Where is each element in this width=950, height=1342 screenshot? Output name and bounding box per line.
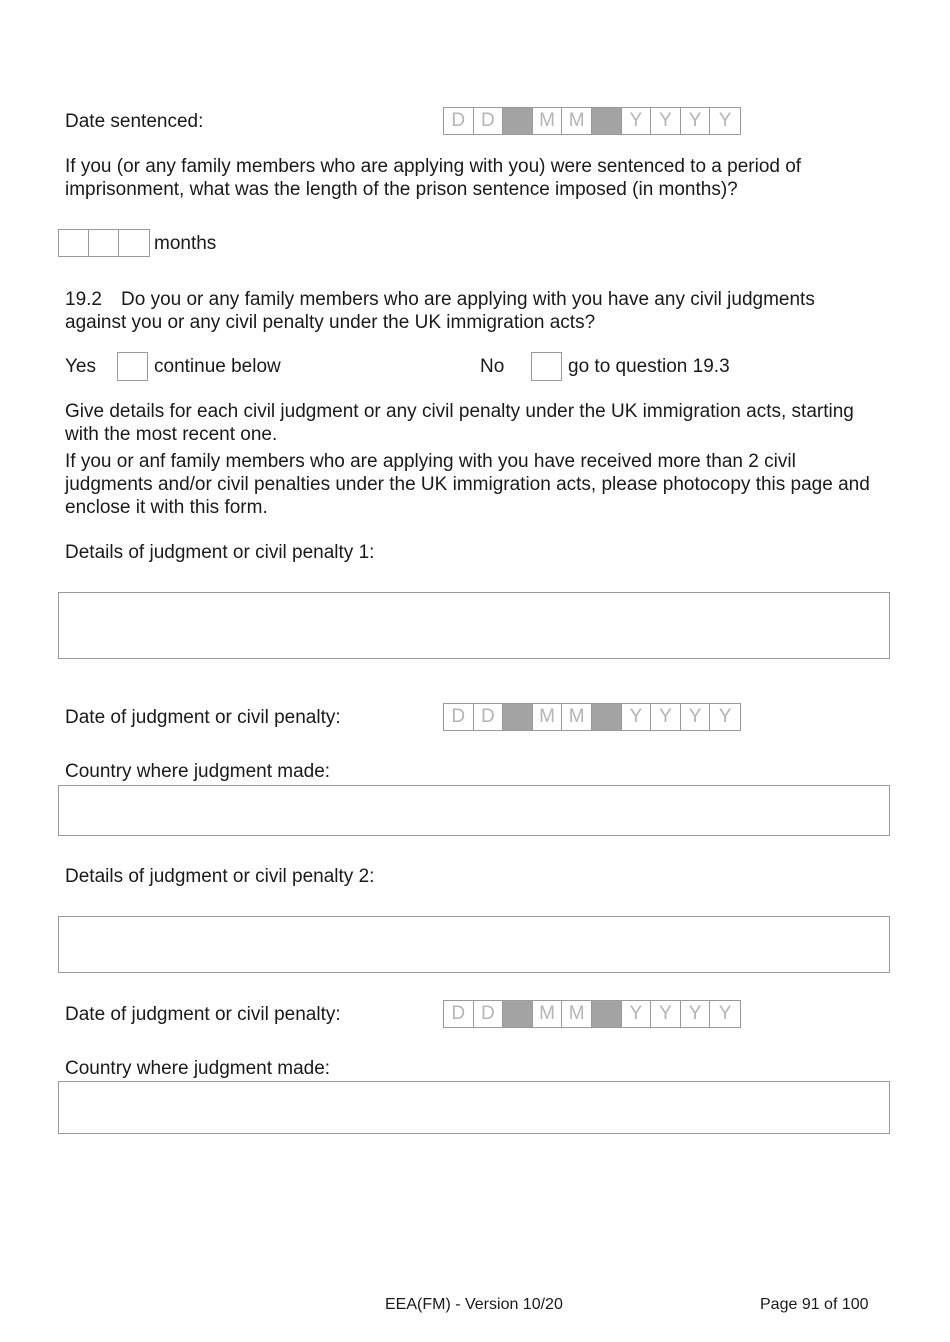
date-separator xyxy=(592,704,622,730)
penalty-1-date-label: Date of judgment or civil penalty: xyxy=(65,707,341,728)
date-cell-year-3[interactable]: Y xyxy=(681,108,711,134)
prison-sentence-question: If you (or any family members who are applying with you) were sentenced to a period of imprisonment, what was the length of the prison sentence imposed (in months)? xyxy=(65,156,802,200)
date-cell-year-1[interactable]: Y xyxy=(622,1001,652,1027)
penalty-2-details-label: Details of judgment or civil penalty 2: xyxy=(65,866,375,887)
no-label: No xyxy=(480,356,505,377)
footer-version: EEA(FM) - Version 10/20 xyxy=(385,1296,563,1313)
penalty-1-details-field[interactable] xyxy=(58,592,890,659)
no-hint: go to question 19.3 xyxy=(568,356,730,377)
date-cell-year-1[interactable]: Y xyxy=(622,108,652,134)
penalty-1-details-label: Details of judgment or civil penalty 1: xyxy=(65,542,375,563)
instructions-paragraph-2: If you or anf family members who are applying with you have received more than 2 civil judgments and/or civil penalties under the UK immigration acts, please photocopy this page and enclose it with this form. xyxy=(65,451,870,518)
date-sentenced-input[interactable] xyxy=(443,107,741,135)
date-separator xyxy=(592,108,622,134)
yes-checkbox[interactable] xyxy=(117,352,148,381)
months-cell[interactable] xyxy=(59,230,89,256)
date-cell-month-2[interactable]: M xyxy=(562,1001,592,1027)
date-cell-month-1[interactable]: M xyxy=(533,1001,563,1027)
question-number: 19.2 xyxy=(65,289,102,310)
date-cell-year-2[interactable]: Y xyxy=(651,704,681,730)
date-cell-day-2[interactable]: D xyxy=(474,108,504,134)
date-cell-year-3[interactable]: Y xyxy=(681,1001,711,1027)
footer-page-number: Page 91 of 100 xyxy=(760,1296,869,1313)
date-cell-day-2[interactable]: D xyxy=(474,1001,504,1027)
question-19-2-text: Do you or any family members who are applying with you have any civil judgments against you or any civil penalty under the UK immigration acts? xyxy=(65,289,815,333)
yes-hint: continue below xyxy=(154,356,281,377)
date-cell-day-1[interactable]: D xyxy=(444,704,474,730)
date-separator xyxy=(503,108,533,134)
months-label: months xyxy=(154,233,217,254)
months-input[interactable] xyxy=(58,229,150,257)
date-sentenced-label: Date sentenced: xyxy=(65,111,204,132)
date-cell-month-1[interactable]: M xyxy=(533,108,563,134)
instructions-paragraph-1: Give details for each civil judgment or any civil penalty under the UK immigration acts, starting with the most recent one. xyxy=(65,401,854,445)
date-cell-year-4[interactable]: Y xyxy=(718,706,732,727)
date-cell-year-4[interactable]: Y xyxy=(718,110,732,131)
penalty-1-date-input[interactable] xyxy=(443,703,741,731)
penalty-1-country-field[interactable] xyxy=(58,785,890,836)
date-separator xyxy=(503,704,533,730)
date-cell-month-2[interactable]: M xyxy=(562,108,592,134)
months-cell[interactable] xyxy=(89,230,119,256)
date-cell-year-4[interactable]: Y xyxy=(718,1003,732,1024)
date-separator xyxy=(592,1001,622,1027)
date-cell-month-1[interactable]: M xyxy=(533,704,563,730)
penalty-1-country-label: Country where judgment made: xyxy=(65,761,331,782)
yes-label: Yes xyxy=(65,356,96,377)
date-cell-day-1[interactable]: D xyxy=(444,108,474,134)
date-separator xyxy=(503,1001,533,1027)
no-checkbox[interactable] xyxy=(531,352,562,381)
date-cell-day-2[interactable]: D xyxy=(474,704,504,730)
months-cell[interactable] xyxy=(119,230,149,256)
date-cell-year-3[interactable]: Y xyxy=(681,704,711,730)
penalty-2-date-label: Date of judgment or civil penalty: xyxy=(65,1004,341,1025)
penalty-2-country-field[interactable] xyxy=(58,1081,890,1134)
penalty-2-details-field[interactable] xyxy=(58,916,890,973)
date-cell-year-1[interactable]: Y xyxy=(622,704,652,730)
date-cell-year-2[interactable]: Y xyxy=(651,1001,681,1027)
penalty-2-country-label: Country where judgment made: xyxy=(65,1058,331,1079)
date-cell-year-2[interactable]: Y xyxy=(651,108,681,134)
date-cell-day-1[interactable]: D xyxy=(444,1001,474,1027)
date-cell-month-2[interactable]: M xyxy=(562,704,592,730)
penalty-2-date-input[interactable] xyxy=(443,1000,741,1028)
